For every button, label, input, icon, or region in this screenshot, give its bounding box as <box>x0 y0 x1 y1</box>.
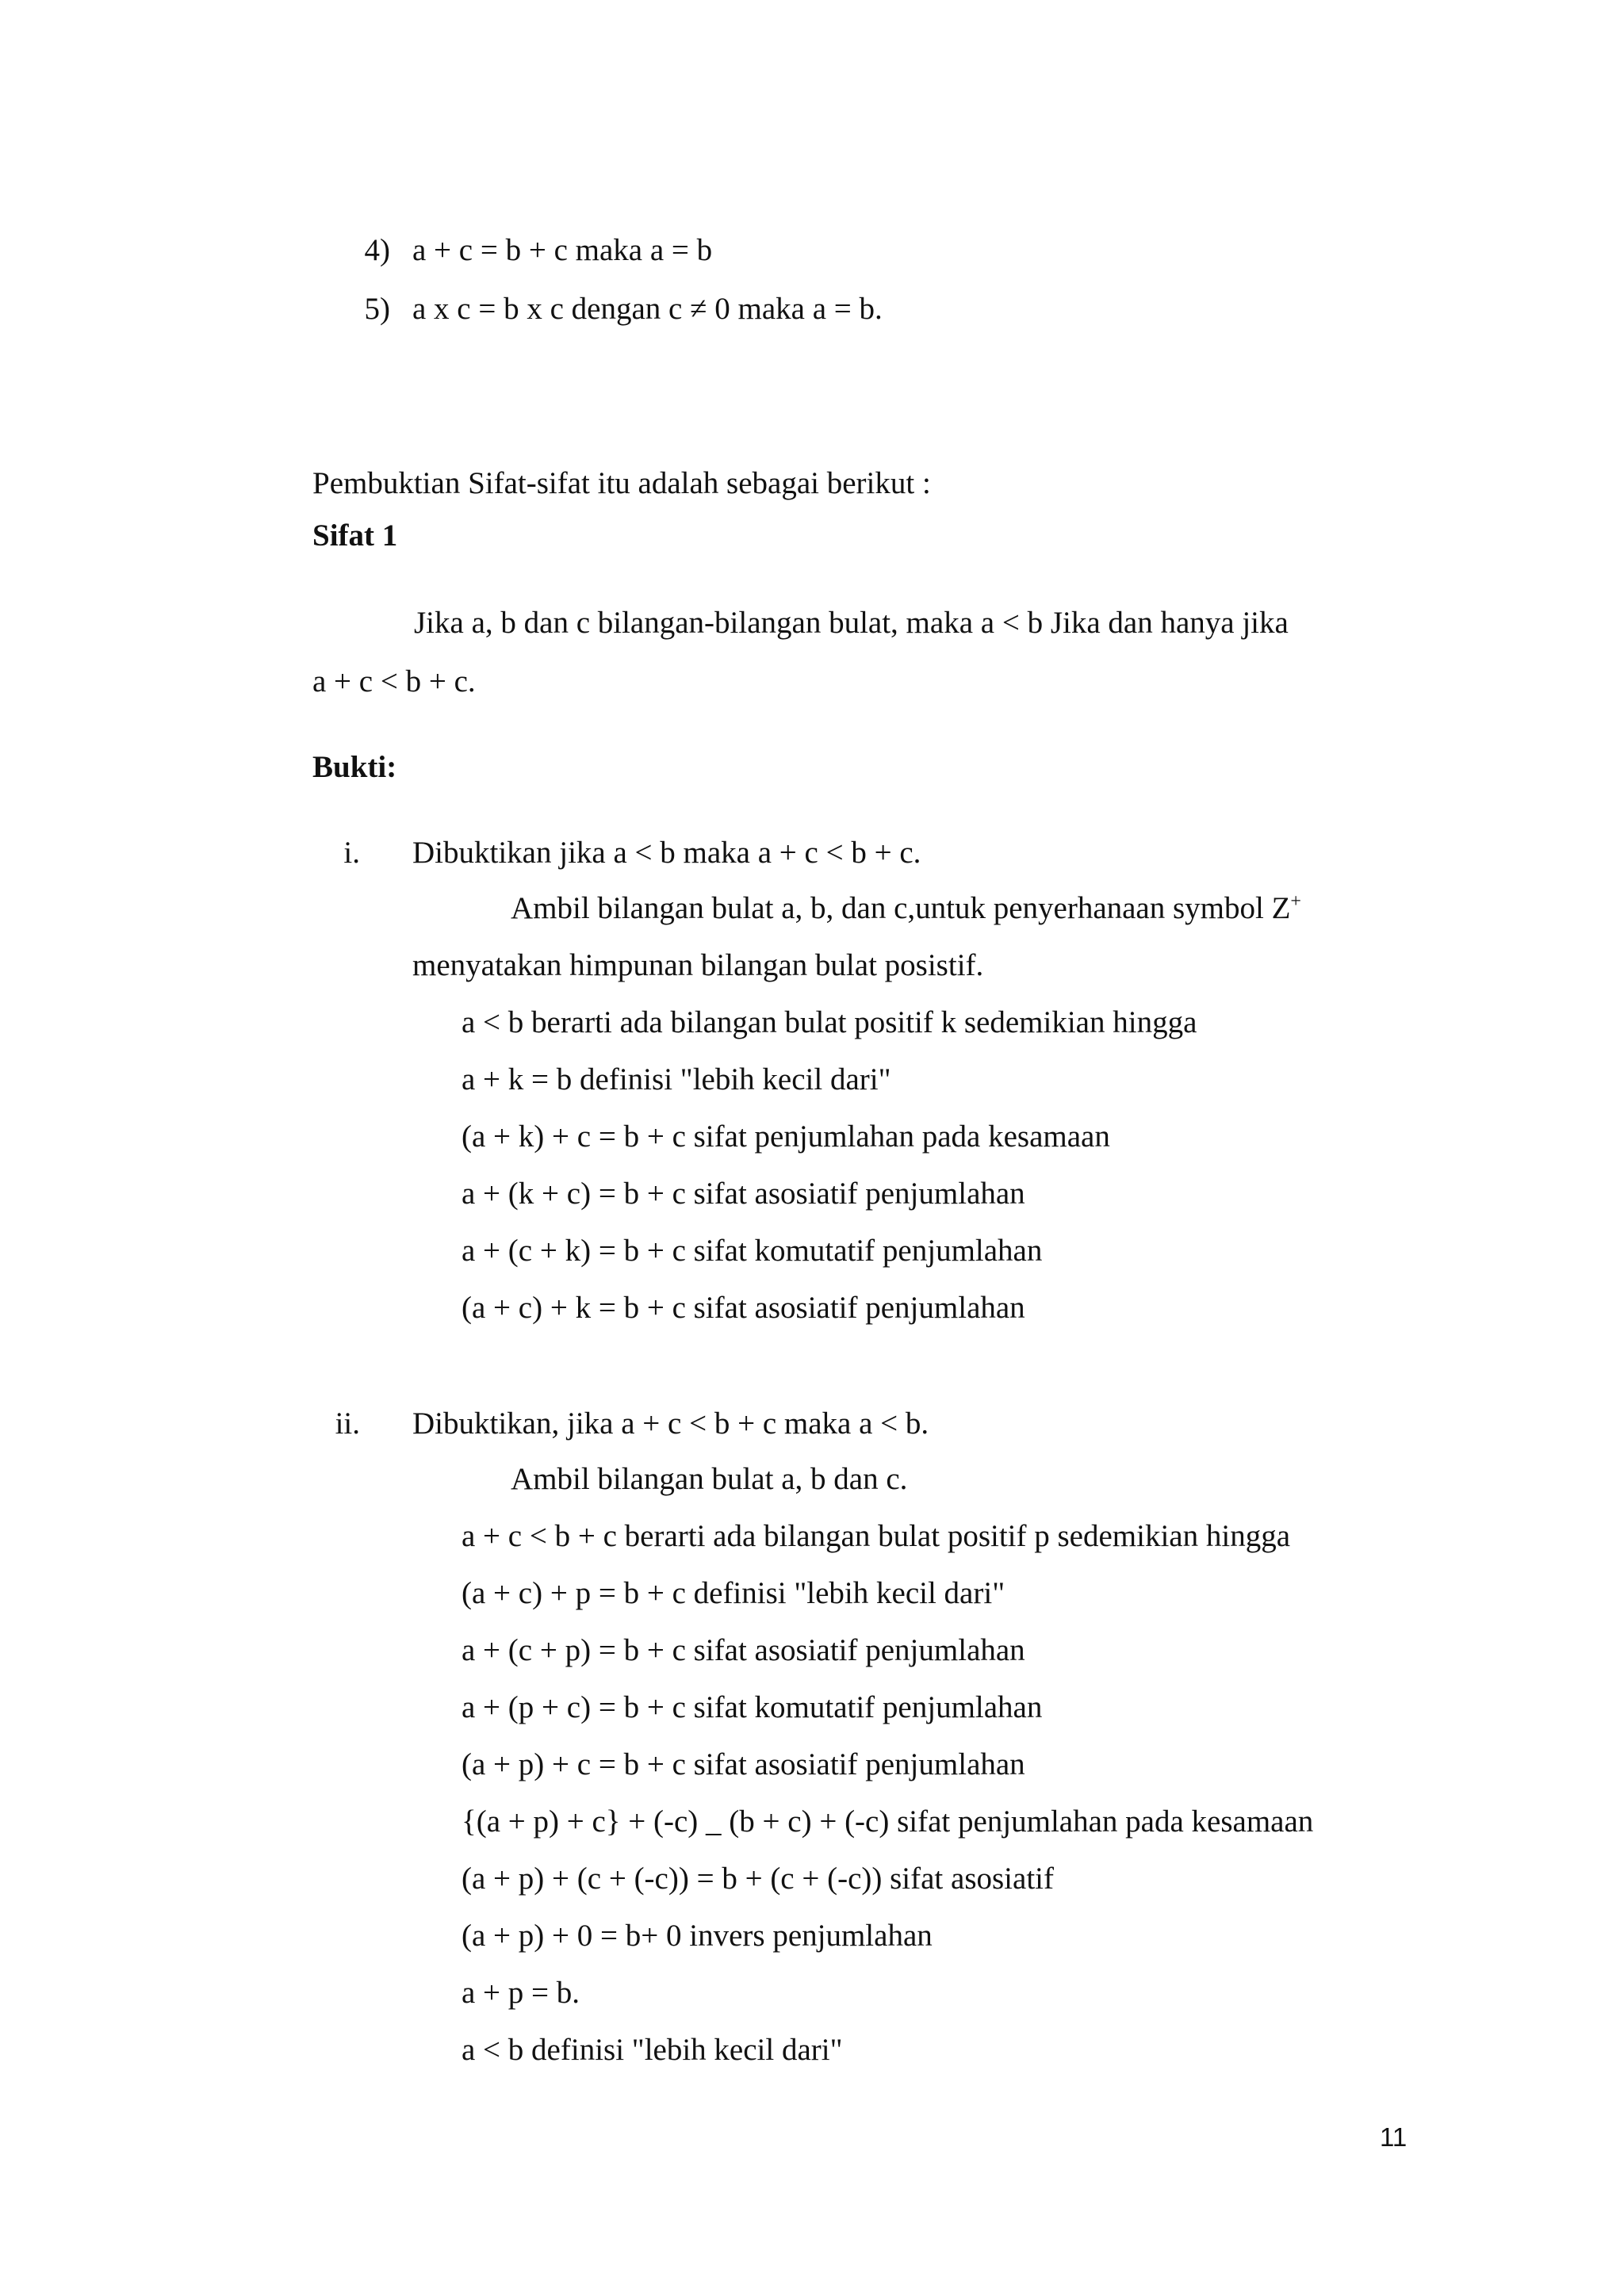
statement-line: a + c < b + c. <box>312 664 476 698</box>
list-item: a x c = b x c dengan c ≠ 0 maka a = b. <box>412 292 883 326</box>
proof-step: a < b definisi "lebih kecil dari" <box>462 2033 843 2067</box>
proof-step: (a + p) + 0 = b+ 0 invers penjumlahan <box>462 1919 933 1953</box>
proof-step: (a + c) + k = b + c sifat asosiatif penjumlahan <box>462 1291 1025 1325</box>
proof-step: a + c < b + c berarti ada bilangan bulat positif p sedemikian hingga <box>462 1519 1291 1553</box>
proof-step: (a + c) + p = b + c definisi "lebih kecil dari" <box>462 1576 1005 1610</box>
intro-paragraph: Pembuktian Sifat-sifat itu adalah sebagai berikut : <box>312 466 931 500</box>
proof-step: (a + p) + c = b + c sifat asosiatif penjumlahan <box>462 1747 1025 1781</box>
take-line-text: Ambil bilangan bulat a, b, dan c,untuk penyerhanaan symbol Z <box>511 891 1291 925</box>
page-number: 11 <box>1380 2122 1408 2152</box>
proof-step: a < b berarti ada bilangan bulat positif k sedemikian hingga <box>462 1005 1197 1039</box>
part-title: Dibuktikan jika a < b maka a + c < b + c. <box>412 836 921 870</box>
superscript-plus: + <box>1290 891 1301 912</box>
list-number: 5) <box>364 292 390 326</box>
proof-step: (a + p) + (c + (-c)) = b + (c + (-c)) sifat asosiatif <box>462 1862 1054 1896</box>
take-line <box>511 890 1301 928</box>
proof-step: a + (k + c) = b + c sifat asosiatif penjumlahan <box>462 1177 1025 1211</box>
proof-step: (a + k) + c = b + c sifat penjumlahan pada kesamaan <box>462 1119 1110 1154</box>
take-line: Ambil bilangan bulat a, b dan c. <box>511 1462 908 1496</box>
proof-step: {(a + p) + c} + (-c) _ (b + c) + (-c) sifat penjumlahan pada kesamaan <box>462 1804 1314 1839</box>
heading-sifat: Sifat 1 <box>312 519 398 553</box>
proof-step: a + (p + c) = b + c sifat komutatif penjumlahan <box>462 1690 1043 1724</box>
proof-step: a + k = b definisi "lebih kecil dari" <box>462 1062 891 1096</box>
proof-step: a + (c + k) = b + c sifat komutatif penjumlahan <box>462 1234 1043 1268</box>
part-number: ii. <box>335 1406 360 1441</box>
part-title: Dibuktikan, jika a + c < b + c maka a < b. <box>412 1406 929 1441</box>
proof-step: a + p = b. <box>462 1976 580 2010</box>
list-number: 4) <box>364 233 390 267</box>
heading-bukti: Bukti: <box>312 750 397 784</box>
part-number: i. <box>343 836 360 870</box>
take-line-continuation: menyatakan himpunan bilangan bulat posistif. <box>412 948 984 982</box>
proof-step: a + (c + p) = b + c sifat asosiatif penjumlahan <box>462 1633 1025 1667</box>
list-item: a + c = b + c maka a = b <box>412 233 713 267</box>
statement-line: Jika a, b dan c bilangan-bilangan bulat, maka a < b Jika dan hanya jika <box>414 606 1289 640</box>
